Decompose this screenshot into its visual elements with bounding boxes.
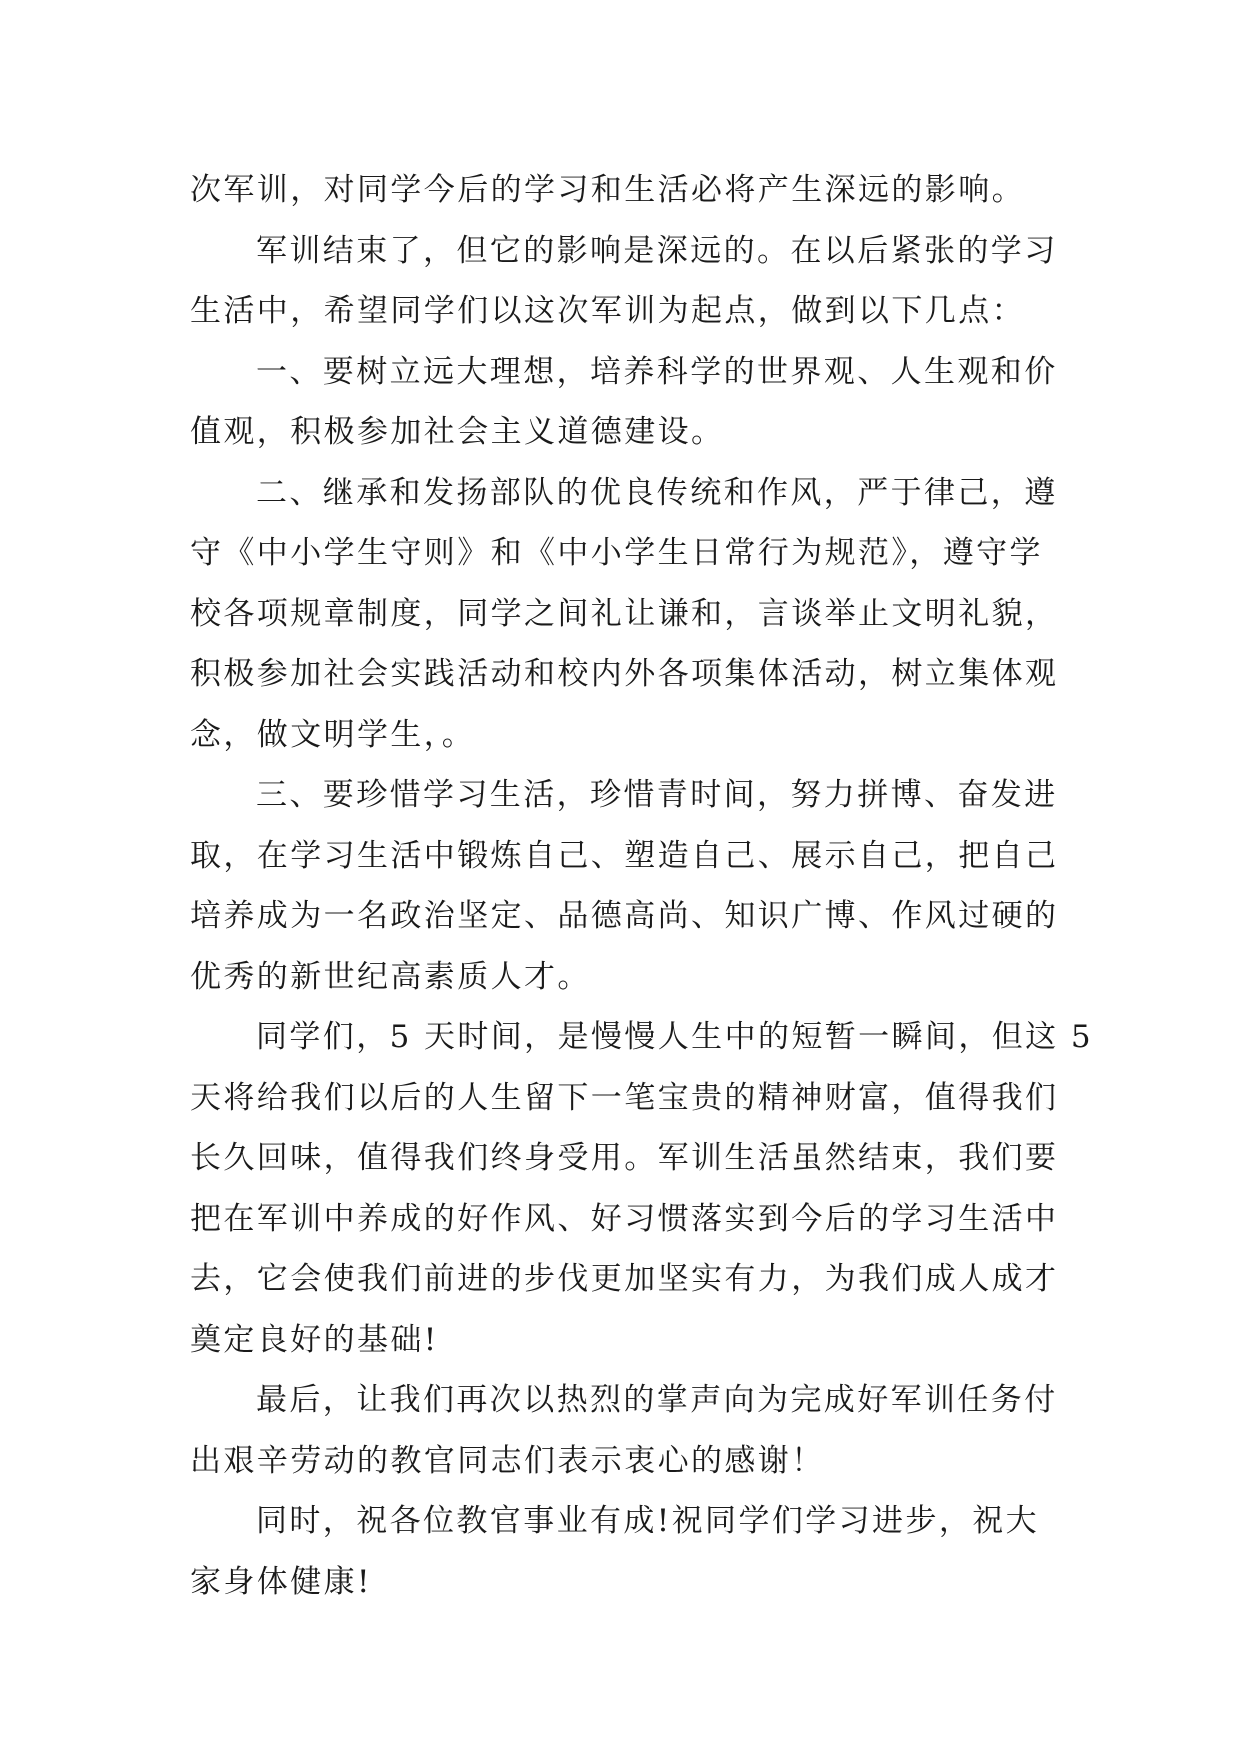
document-body [190,160,1093,1612]
paragraph-start-line: 同学们，5 天时间，是慢慢人生中的短暂一瞬间，但这 5 [256,1019,1093,1055]
paragraph-start-line: 二、继承和发扬部队的优良传统和作风，严于律己，遵 [256,474,1058,511]
paragraph-start-line: 三、要珍惜学习生活，珍惜青时间，努力拼博、奋发进 [256,777,1058,813]
text-line: 值观，积极参加社会主义道德建设。 [190,414,725,450]
text-line: 去，它会使我们前进的步伐更加坚实有力，为我们成人成才 [190,1261,1059,1297]
text-line: 生活中，希望同学们以这次军训为起点，做到以下几点： [190,293,1025,329]
text-line: 积极参加社会实践活动和校内外各项集体活动，树立集体观 [190,656,1059,692]
text-line: 念，做文明学生，。 [190,716,476,753]
paragraph-start-line: 一、要树立远大理想，培养科学的世界观、人生观和价 [256,353,1058,390]
text-line: 优秀的新世纪高素质人才。 [190,958,591,995]
text-line: 奠定良好的基础! [190,1321,439,1358]
paragraph-start-line: 最后，让我们再次以热烈的掌声向为完成好军训任务付 [256,1382,1058,1418]
text-line: 把在军训中养成的好作风、好习惯落实到今后的学习生活中 [190,1200,1059,1237]
text-line: 天将给我们以后的人生留下一笔宝贵的精神财富，值得我们 [190,1079,1059,1116]
text-line: 出艰辛劳动的教官同志们表示衷心的感谢！ [190,1442,825,1479]
text-line: 校各项规章制度，同学之间礼让谦和，言谈举止文明礼貌， [190,595,1059,632]
text-line: 长久回味，值得我们终身受用。军训生活虽然结束，我们要 [190,1140,1059,1176]
text-line: 家身体健康! [190,1563,372,1600]
text-line: 培养成为一名政治坚定、品德高尚、知识广博、作风过硬的 [190,898,1059,934]
text-line: 守《中小学生守则》和《中小学生日常行为规范》，遵守学 [190,535,1043,571]
paragraph-start-line: 军训结束了，但它的影响是深远的。在以后紧张的学习 [256,232,1058,269]
text-line: 次军训，对同学今后的学习和生活必将产生深远的影响。 [190,172,1025,208]
text-line: 取，在学习生活中锻炼自己、塑造自己、展示自己，把自己 [190,837,1059,874]
paragraph-start-line: 同时，祝各位教官事业有成!祝同学们学习进步，祝大 [256,1503,1040,1539]
